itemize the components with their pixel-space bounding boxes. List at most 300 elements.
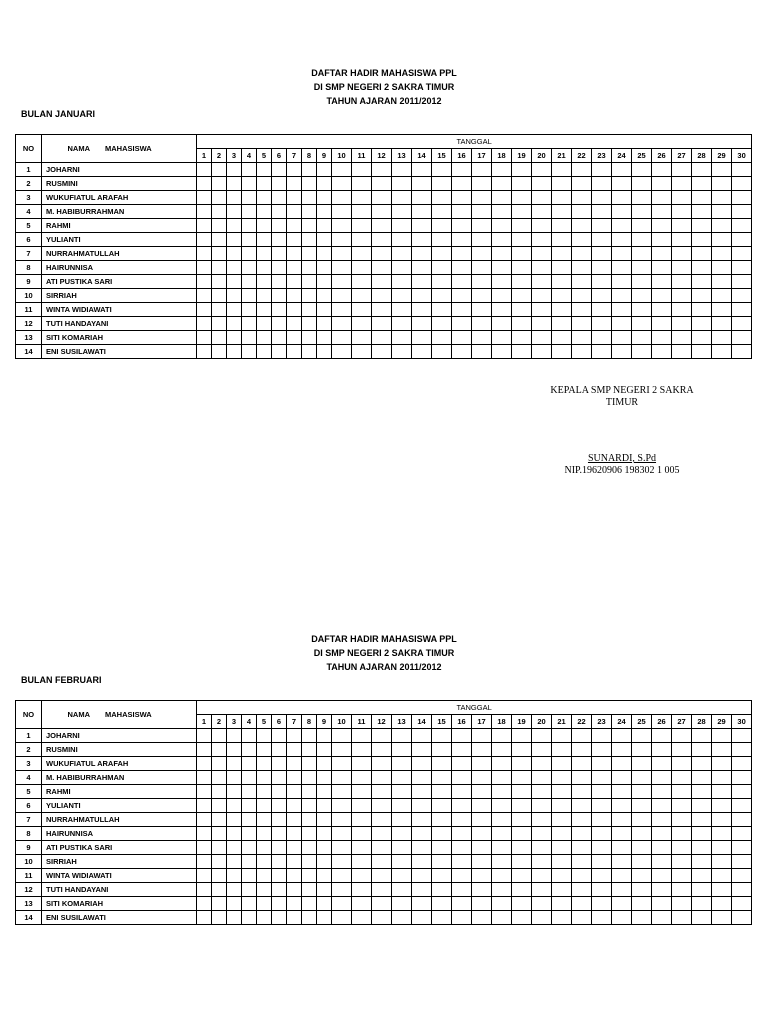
- attendance-cell[interactable]: [392, 289, 412, 303]
- attendance-cell[interactable]: [632, 757, 652, 771]
- attendance-cell[interactable]: [392, 345, 412, 359]
- attendance-cell[interactable]: [572, 785, 592, 799]
- attendance-cell[interactable]: [257, 219, 272, 233]
- attendance-cell[interactable]: [652, 331, 672, 345]
- attendance-cell[interactable]: [692, 163, 712, 177]
- attendance-cell[interactable]: [392, 827, 412, 841]
- attendance-cell[interactable]: [317, 247, 332, 261]
- attendance-cell[interactable]: [302, 729, 317, 743]
- attendance-cell[interactable]: [472, 331, 492, 345]
- attendance-cell[interactable]: [257, 827, 272, 841]
- attendance-cell[interactable]: [287, 345, 302, 359]
- attendance-cell[interactable]: [452, 219, 472, 233]
- attendance-cell[interactable]: [632, 177, 652, 191]
- attendance-cell[interactable]: [612, 855, 632, 869]
- attendance-cell[interactable]: [392, 883, 412, 897]
- attendance-cell[interactable]: [672, 303, 692, 317]
- attendance-cell[interactable]: [732, 163, 752, 177]
- attendance-cell[interactable]: [392, 897, 412, 911]
- attendance-cell[interactable]: [392, 191, 412, 205]
- attendance-cell[interactable]: [242, 771, 257, 785]
- attendance-cell[interactable]: [302, 897, 317, 911]
- attendance-cell[interactable]: [472, 771, 492, 785]
- attendance-cell[interactable]: [492, 827, 512, 841]
- attendance-cell[interactable]: [227, 799, 242, 813]
- attendance-cell[interactable]: [272, 785, 287, 799]
- attendance-cell[interactable]: [317, 345, 332, 359]
- attendance-cell[interactable]: [432, 345, 452, 359]
- attendance-cell[interactable]: [492, 785, 512, 799]
- attendance-cell[interactable]: [472, 785, 492, 799]
- attendance-cell[interactable]: [372, 247, 392, 261]
- attendance-cell[interactable]: [672, 205, 692, 219]
- attendance-cell[interactable]: [592, 827, 612, 841]
- attendance-cell[interactable]: [612, 331, 632, 345]
- attendance-cell[interactable]: [692, 855, 712, 869]
- attendance-cell[interactable]: [572, 855, 592, 869]
- attendance-cell[interactable]: [212, 163, 227, 177]
- attendance-cell[interactable]: [572, 883, 592, 897]
- attendance-cell[interactable]: [372, 841, 392, 855]
- attendance-cell[interactable]: [592, 317, 612, 331]
- attendance-cell[interactable]: [352, 345, 372, 359]
- attendance-cell[interactable]: [572, 275, 592, 289]
- attendance-cell[interactable]: [512, 261, 532, 275]
- attendance-cell[interactable]: [512, 163, 532, 177]
- attendance-cell[interactable]: [532, 883, 552, 897]
- attendance-cell[interactable]: [712, 855, 732, 869]
- attendance-cell[interactable]: [472, 247, 492, 261]
- attendance-cell[interactable]: [352, 317, 372, 331]
- attendance-cell[interactable]: [392, 771, 412, 785]
- attendance-cell[interactable]: [227, 911, 242, 925]
- attendance-cell[interactable]: [272, 883, 287, 897]
- attendance-cell[interactable]: [612, 869, 632, 883]
- attendance-cell[interactable]: [552, 869, 572, 883]
- attendance-cell[interactable]: [672, 261, 692, 275]
- attendance-cell[interactable]: [352, 191, 372, 205]
- attendance-cell[interactable]: [332, 911, 352, 925]
- attendance-cell[interactable]: [692, 303, 712, 317]
- attendance-cell[interactable]: [512, 233, 532, 247]
- attendance-cell[interactable]: [632, 813, 652, 827]
- attendance-cell[interactable]: [592, 247, 612, 261]
- attendance-cell[interactable]: [242, 177, 257, 191]
- attendance-cell[interactable]: [272, 345, 287, 359]
- attendance-cell[interactable]: [632, 743, 652, 757]
- attendance-cell[interactable]: [432, 177, 452, 191]
- attendance-cell[interactable]: [412, 841, 432, 855]
- attendance-cell[interactable]: [197, 771, 212, 785]
- attendance-cell[interactable]: [632, 911, 652, 925]
- attendance-cell[interactable]: [257, 303, 272, 317]
- attendance-cell[interactable]: [532, 345, 552, 359]
- attendance-cell[interactable]: [287, 219, 302, 233]
- attendance-cell[interactable]: [212, 911, 227, 925]
- attendance-cell[interactable]: [592, 345, 612, 359]
- attendance-cell[interactable]: [432, 869, 452, 883]
- attendance-cell[interactable]: [532, 317, 552, 331]
- attendance-cell[interactable]: [227, 163, 242, 177]
- attendance-cell[interactable]: [512, 289, 532, 303]
- attendance-cell[interactable]: [412, 317, 432, 331]
- attendance-cell[interactable]: [272, 219, 287, 233]
- attendance-cell[interactable]: [227, 883, 242, 897]
- attendance-cell[interactable]: [492, 303, 512, 317]
- attendance-cell[interactable]: [227, 757, 242, 771]
- attendance-cell[interactable]: [352, 729, 372, 743]
- attendance-cell[interactable]: [672, 841, 692, 855]
- attendance-cell[interactable]: [512, 911, 532, 925]
- attendance-cell[interactable]: [212, 729, 227, 743]
- attendance-cell[interactable]: [712, 331, 732, 345]
- attendance-cell[interactable]: [492, 177, 512, 191]
- attendance-cell[interactable]: [552, 911, 572, 925]
- attendance-cell[interactable]: [302, 813, 317, 827]
- attendance-cell[interactable]: [287, 827, 302, 841]
- attendance-cell[interactable]: [672, 219, 692, 233]
- attendance-cell[interactable]: [592, 855, 612, 869]
- attendance-cell[interactable]: [632, 841, 652, 855]
- attendance-cell[interactable]: [287, 331, 302, 345]
- attendance-cell[interactable]: [472, 191, 492, 205]
- attendance-cell[interactable]: [472, 869, 492, 883]
- attendance-cell[interactable]: [287, 771, 302, 785]
- attendance-cell[interactable]: [197, 799, 212, 813]
- attendance-cell[interactable]: [572, 317, 592, 331]
- attendance-cell[interactable]: [242, 883, 257, 897]
- attendance-cell[interactable]: [612, 247, 632, 261]
- attendance-cell[interactable]: [732, 247, 752, 261]
- attendance-cell[interactable]: [242, 233, 257, 247]
- attendance-cell[interactable]: [472, 855, 492, 869]
- attendance-cell[interactable]: [512, 247, 532, 261]
- attendance-cell[interactable]: [197, 233, 212, 247]
- attendance-cell[interactable]: [512, 883, 532, 897]
- attendance-cell[interactable]: [512, 219, 532, 233]
- attendance-cell[interactable]: [552, 331, 572, 345]
- attendance-cell[interactable]: [532, 855, 552, 869]
- attendance-cell[interactable]: [512, 317, 532, 331]
- attendance-cell[interactable]: [672, 191, 692, 205]
- attendance-cell[interactable]: [692, 233, 712, 247]
- attendance-cell[interactable]: [472, 729, 492, 743]
- attendance-cell[interactable]: [652, 729, 672, 743]
- attendance-cell[interactable]: [257, 869, 272, 883]
- attendance-cell[interactable]: [572, 345, 592, 359]
- attendance-cell[interactable]: [227, 317, 242, 331]
- attendance-cell[interactable]: [432, 191, 452, 205]
- attendance-cell[interactable]: [272, 813, 287, 827]
- attendance-cell[interactable]: [532, 729, 552, 743]
- attendance-cell[interactable]: [612, 883, 632, 897]
- attendance-cell[interactable]: [612, 163, 632, 177]
- attendance-cell[interactable]: [257, 813, 272, 827]
- attendance-cell[interactable]: [572, 233, 592, 247]
- attendance-cell[interactable]: [352, 813, 372, 827]
- attendance-cell[interactable]: [632, 855, 652, 869]
- attendance-cell[interactable]: [552, 275, 572, 289]
- attendance-cell[interactable]: [692, 219, 712, 233]
- attendance-cell[interactable]: [612, 827, 632, 841]
- attendance-cell[interactable]: [412, 911, 432, 925]
- attendance-cell[interactable]: [612, 303, 632, 317]
- attendance-cell[interactable]: [612, 729, 632, 743]
- attendance-cell[interactable]: [212, 191, 227, 205]
- attendance-cell[interactable]: [332, 345, 352, 359]
- attendance-cell[interactable]: [492, 233, 512, 247]
- attendance-cell[interactable]: [532, 869, 552, 883]
- attendance-cell[interactable]: [612, 233, 632, 247]
- attendance-cell[interactable]: [302, 261, 317, 275]
- attendance-cell[interactable]: [302, 345, 317, 359]
- attendance-cell[interactable]: [212, 219, 227, 233]
- attendance-cell[interactable]: [432, 261, 452, 275]
- attendance-cell[interactable]: [227, 177, 242, 191]
- attendance-cell[interactable]: [392, 855, 412, 869]
- attendance-cell[interactable]: [732, 855, 752, 869]
- attendance-cell[interactable]: [212, 897, 227, 911]
- attendance-cell[interactable]: [302, 743, 317, 757]
- attendance-cell[interactable]: [612, 785, 632, 799]
- attendance-cell[interactable]: [412, 799, 432, 813]
- attendance-cell[interactable]: [317, 869, 332, 883]
- attendance-cell[interactable]: [532, 303, 552, 317]
- attendance-cell[interactable]: [432, 799, 452, 813]
- attendance-cell[interactable]: [492, 219, 512, 233]
- attendance-cell[interactable]: [472, 757, 492, 771]
- attendance-cell[interactable]: [652, 163, 672, 177]
- attendance-cell[interactable]: [212, 177, 227, 191]
- attendance-cell[interactable]: [692, 813, 712, 827]
- attendance-cell[interactable]: [372, 757, 392, 771]
- attendance-cell[interactable]: [672, 743, 692, 757]
- attendance-cell[interactable]: [272, 757, 287, 771]
- attendance-cell[interactable]: [287, 163, 302, 177]
- attendance-cell[interactable]: [227, 855, 242, 869]
- attendance-cell[interactable]: [317, 883, 332, 897]
- attendance-cell[interactable]: [197, 191, 212, 205]
- attendance-cell[interactable]: [712, 729, 732, 743]
- attendance-cell[interactable]: [242, 799, 257, 813]
- attendance-cell[interactable]: [212, 247, 227, 261]
- attendance-cell[interactable]: [492, 813, 512, 827]
- attendance-cell[interactable]: [672, 275, 692, 289]
- attendance-cell[interactable]: [472, 827, 492, 841]
- attendance-cell[interactable]: [272, 261, 287, 275]
- attendance-cell[interactable]: [272, 771, 287, 785]
- attendance-cell[interactable]: [332, 827, 352, 841]
- attendance-cell[interactable]: [592, 813, 612, 827]
- attendance-cell[interactable]: [712, 771, 732, 785]
- attendance-cell[interactable]: [652, 883, 672, 897]
- attendance-cell[interactable]: [492, 191, 512, 205]
- attendance-cell[interactable]: [412, 757, 432, 771]
- attendance-cell[interactable]: [692, 799, 712, 813]
- attendance-cell[interactable]: [572, 205, 592, 219]
- attendance-cell[interactable]: [652, 841, 672, 855]
- attendance-cell[interactable]: [492, 799, 512, 813]
- attendance-cell[interactable]: [732, 799, 752, 813]
- attendance-cell[interactable]: [692, 177, 712, 191]
- attendance-cell[interactable]: [532, 289, 552, 303]
- attendance-cell[interactable]: [632, 275, 652, 289]
- attendance-cell[interactable]: [712, 261, 732, 275]
- attendance-cell[interactable]: [212, 785, 227, 799]
- attendance-cell[interactable]: [452, 205, 472, 219]
- attendance-cell[interactable]: [692, 911, 712, 925]
- attendance-cell[interactable]: [632, 261, 652, 275]
- attendance-cell[interactable]: [242, 855, 257, 869]
- attendance-cell[interactable]: [632, 799, 652, 813]
- attendance-cell[interactable]: [712, 897, 732, 911]
- attendance-cell[interactable]: [592, 191, 612, 205]
- attendance-cell[interactable]: [532, 841, 552, 855]
- attendance-cell[interactable]: [302, 827, 317, 841]
- attendance-cell[interactable]: [432, 757, 452, 771]
- attendance-cell[interactable]: [227, 827, 242, 841]
- attendance-cell[interactable]: [332, 233, 352, 247]
- attendance-cell[interactable]: [332, 799, 352, 813]
- attendance-cell[interactable]: [472, 219, 492, 233]
- attendance-cell[interactable]: [212, 757, 227, 771]
- attendance-cell[interactable]: [592, 261, 612, 275]
- attendance-cell[interactable]: [592, 841, 612, 855]
- attendance-cell[interactable]: [392, 205, 412, 219]
- attendance-cell[interactable]: [302, 205, 317, 219]
- attendance-cell[interactable]: [352, 275, 372, 289]
- attendance-cell[interactable]: [452, 247, 472, 261]
- attendance-cell[interactable]: [612, 219, 632, 233]
- attendance-cell[interactable]: [372, 813, 392, 827]
- attendance-cell[interactable]: [317, 855, 332, 869]
- attendance-cell[interactable]: [242, 785, 257, 799]
- attendance-cell[interactable]: [492, 345, 512, 359]
- attendance-cell[interactable]: [672, 785, 692, 799]
- attendance-cell[interactable]: [672, 813, 692, 827]
- attendance-cell[interactable]: [632, 869, 652, 883]
- attendance-cell[interactable]: [532, 757, 552, 771]
- attendance-cell[interactable]: [197, 743, 212, 757]
- attendance-cell[interactable]: [572, 743, 592, 757]
- attendance-cell[interactable]: [532, 897, 552, 911]
- attendance-cell[interactable]: [512, 897, 532, 911]
- attendance-cell[interactable]: [242, 261, 257, 275]
- attendance-cell[interactable]: [552, 289, 572, 303]
- attendance-cell[interactable]: [242, 827, 257, 841]
- attendance-cell[interactable]: [257, 855, 272, 869]
- attendance-cell[interactable]: [352, 869, 372, 883]
- attendance-cell[interactable]: [392, 303, 412, 317]
- attendance-cell[interactable]: [472, 177, 492, 191]
- attendance-cell[interactable]: [712, 813, 732, 827]
- attendance-cell[interactable]: [632, 785, 652, 799]
- attendance-cell[interactable]: [227, 813, 242, 827]
- attendance-cell[interactable]: [227, 289, 242, 303]
- attendance-cell[interactable]: [492, 289, 512, 303]
- attendance-cell[interactable]: [572, 911, 592, 925]
- attendance-cell[interactable]: [372, 163, 392, 177]
- attendance-cell[interactable]: [372, 177, 392, 191]
- attendance-cell[interactable]: [572, 729, 592, 743]
- attendance-cell[interactable]: [392, 331, 412, 345]
- attendance-cell[interactable]: [592, 743, 612, 757]
- attendance-cell[interactable]: [212, 827, 227, 841]
- attendance-cell[interactable]: [552, 261, 572, 275]
- attendance-cell[interactable]: [392, 911, 412, 925]
- attendance-cell[interactable]: [692, 729, 712, 743]
- attendance-cell[interactable]: [732, 785, 752, 799]
- attendance-cell[interactable]: [712, 205, 732, 219]
- attendance-cell[interactable]: [512, 743, 532, 757]
- attendance-cell[interactable]: [572, 247, 592, 261]
- attendance-cell[interactable]: [432, 205, 452, 219]
- attendance-cell[interactable]: [332, 813, 352, 827]
- attendance-cell[interactable]: [197, 219, 212, 233]
- attendance-cell[interactable]: [532, 261, 552, 275]
- attendance-cell[interactable]: [732, 911, 752, 925]
- attendance-cell[interactable]: [372, 883, 392, 897]
- attendance-cell[interactable]: [432, 897, 452, 911]
- attendance-cell[interactable]: [692, 289, 712, 303]
- attendance-cell[interactable]: [212, 799, 227, 813]
- attendance-cell[interactable]: [272, 191, 287, 205]
- attendance-cell[interactable]: [257, 163, 272, 177]
- attendance-cell[interactable]: [212, 345, 227, 359]
- attendance-cell[interactable]: [272, 317, 287, 331]
- attendance-cell[interactable]: [392, 757, 412, 771]
- attendance-cell[interactable]: [412, 191, 432, 205]
- attendance-cell[interactable]: [287, 841, 302, 855]
- attendance-cell[interactable]: [432, 827, 452, 841]
- attendance-cell[interactable]: [212, 233, 227, 247]
- attendance-cell[interactable]: [452, 275, 472, 289]
- attendance-cell[interactable]: [272, 303, 287, 317]
- attendance-cell[interactable]: [272, 163, 287, 177]
- attendance-cell[interactable]: [227, 743, 242, 757]
- attendance-cell[interactable]: [317, 841, 332, 855]
- attendance-cell[interactable]: [272, 897, 287, 911]
- attendance-cell[interactable]: [552, 771, 572, 785]
- attendance-cell[interactable]: [632, 233, 652, 247]
- attendance-cell[interactable]: [432, 275, 452, 289]
- attendance-cell[interactable]: [632, 331, 652, 345]
- attendance-cell[interactable]: [452, 757, 472, 771]
- attendance-cell[interactable]: [712, 883, 732, 897]
- attendance-cell[interactable]: [227, 275, 242, 289]
- attendance-cell[interactable]: [492, 897, 512, 911]
- attendance-cell[interactable]: [492, 911, 512, 925]
- attendance-cell[interactable]: [552, 729, 572, 743]
- attendance-cell[interactable]: [692, 345, 712, 359]
- attendance-cell[interactable]: [287, 289, 302, 303]
- attendance-cell[interactable]: [452, 261, 472, 275]
- attendance-cell[interactable]: [372, 303, 392, 317]
- attendance-cell[interactable]: [492, 771, 512, 785]
- attendance-cell[interactable]: [287, 303, 302, 317]
- attendance-cell[interactable]: [257, 177, 272, 191]
- attendance-cell[interactable]: [242, 813, 257, 827]
- attendance-cell[interactable]: [432, 855, 452, 869]
- attendance-cell[interactable]: [732, 345, 752, 359]
- attendance-cell[interactable]: [257, 911, 272, 925]
- attendance-cell[interactable]: [302, 855, 317, 869]
- attendance-cell[interactable]: [302, 757, 317, 771]
- attendance-cell[interactable]: [212, 743, 227, 757]
- attendance-cell[interactable]: [272, 233, 287, 247]
- attendance-cell[interactable]: [372, 275, 392, 289]
- attendance-cell[interactable]: [532, 275, 552, 289]
